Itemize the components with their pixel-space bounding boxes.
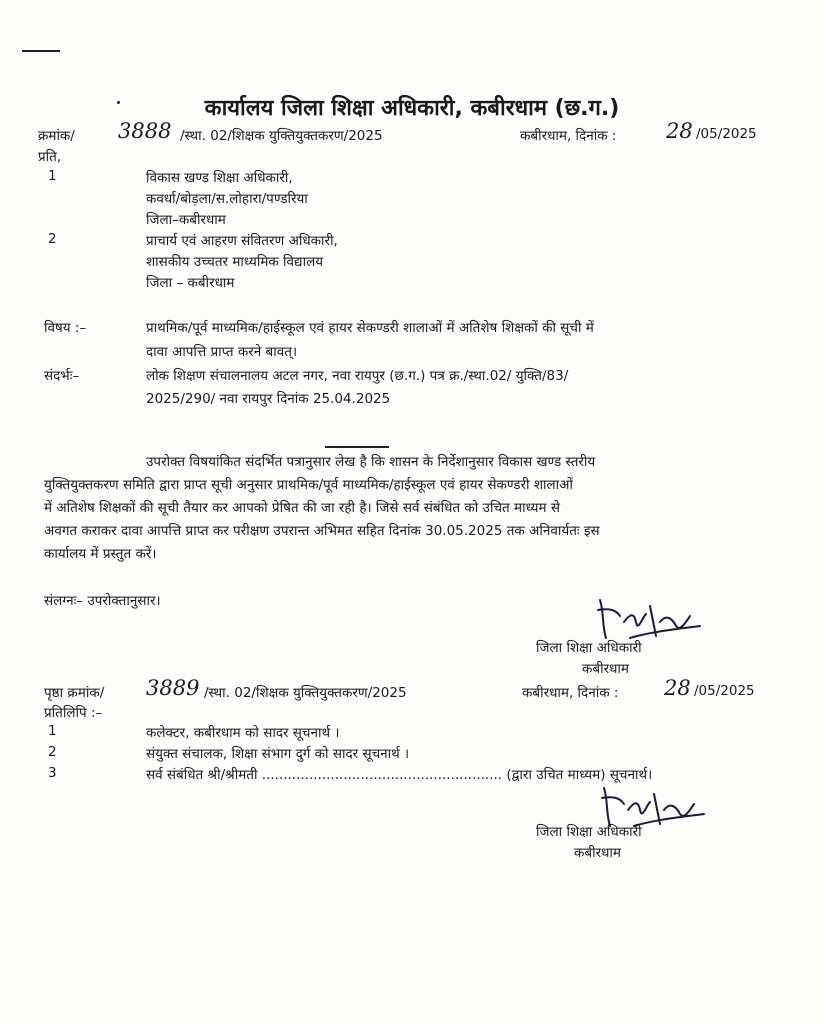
recipient-line: विकास खण्ड शिक्षा अधिकारी, (146, 170, 293, 186)
subject-line: दावा आपत्ति प्राप्त करने बावत्। (146, 344, 298, 360)
body-line: उपरोक्त विषयांकित संदर्भित पत्रानुसार लेख है कि शासन के निर्देशानुसार विकास खण्ड स्तरीय (146, 454, 596, 470)
copy-number: 1 (48, 723, 57, 739)
body-line: कार्यालय में प्रस्तुत करें। (44, 546, 157, 562)
order-file-ref: /स्था. 02/शिक्षक युक्तियुक्तकरण/2025 (180, 128, 383, 144)
copy-text: सर्व संबंधित श्री/श्रीमती ........................................................ (द्वारा उचित माध्यम) सूचनार्थ। (146, 767, 653, 783)
order-month-year: /05/2025 (696, 126, 757, 142)
subject-line: प्राथमिक/पूर्व माध्यमिक/हाईस्कूल एवं हायर सेकण्डरी शालाओं में अतिशेष शिक्षकों की सूची में (146, 320, 594, 336)
enclosure: संलग्नः– उपरोक्तानुसार। (44, 593, 161, 609)
subject-label: विषय :– (44, 320, 87, 336)
recipient-line: शासकीय उच्चतर माध्यमिक विद्यालय (146, 254, 324, 270)
copy-text: संयुक्त संचालक, शिक्षा संभाग दुर्ग को सादर सूचनार्थ । (146, 746, 410, 762)
to-label: प्रति, (38, 149, 62, 165)
endorsement-number-value: 3889 (146, 676, 200, 700)
recipient-line: प्राचार्य एवं आहरण संवितरण अधिकारी, (146, 233, 338, 249)
reference-label: संदर्भः– (44, 368, 80, 384)
endorsement-place-date-label: कबीरधाम, दिनांक : (522, 685, 619, 701)
separator-line (325, 446, 389, 448)
copy-number: 2 (48, 744, 57, 760)
recipient-line: जिला – कबीरधाम (146, 275, 235, 291)
copy-text: कलेक्टर, कबीरधाम को सादर सूचनार्थ । (146, 725, 340, 741)
copy-label: प्रतिलिपि :– (44, 705, 103, 721)
recipient-number: 2 (48, 231, 57, 247)
signature-place: कबीरधाम (582, 661, 629, 677)
endorsement-month-year: /05/2025 (694, 683, 755, 699)
signature-title: जिला शिक्षा अधिकारी (536, 640, 642, 656)
decorative-dash (22, 50, 60, 52)
body-line: युक्तियुक्तकरण समिति द्वारा प्राप्त सूची अनुसार प्राथमिक/पूर्व माध्यमिक/हाईस्कूल एवं हायर सेकण्डरी शालाओं (44, 477, 573, 493)
office-title: कार्यालय जिला शिक्षा अधिकारी, कबीरधाम (छ.ग.) (204, 96, 620, 121)
recipient-line: जिला–कबीरधाम (146, 212, 226, 228)
order-place-date-label: कबीरधाम, दिनांक : (520, 128, 617, 144)
signature-place: कबीरधाम (574, 845, 621, 861)
body-paragraph (44, 451, 784, 566)
body-line: में अतिशेष शिक्षकों की सूची तैयार कर आपको प्रेषित की जा रही है। जिसे सर्व संबंधित को उचित माध्यम से (44, 500, 560, 516)
copy-number: 3 (48, 765, 57, 781)
body-line: अवगत कराकर दावा आपत्ति प्राप्त कर परीक्षण उपरान्त अभिमत सहित दिनांक 30.05.2025 तक अनिवार्यतः इस (44, 523, 600, 539)
endorsement-file-ref: /स्था. 02/शिक्षक युक्तियुक्तकरण/2025 (204, 685, 407, 701)
order-number-value: 3888 (118, 119, 172, 143)
recipient-line: कवर्धा/बोड़ला/स.लोहारा/पण्डरिया (146, 191, 308, 207)
recipient-number: 1 (48, 168, 57, 184)
order-number-label: क्रमांक/ (38, 128, 75, 144)
endorsement-day: 28 (664, 676, 691, 700)
endorsement-number-label: पृष्ठा क्रमांक/ (44, 685, 105, 701)
order-day: 28 (666, 119, 693, 143)
reference-line: लोक शिक्षण संचालनालय अटल नगर, नवा रायपुर (छ.ग.) पत्र क्र./स्था.02/ युक्ति/83/ (146, 368, 569, 384)
signature-title: जिला शिक्षा अधिकारी (536, 824, 642, 840)
reference-line: 2025/290/ नवा रायपुर दिनांक 25.04.2025 (146, 391, 391, 407)
